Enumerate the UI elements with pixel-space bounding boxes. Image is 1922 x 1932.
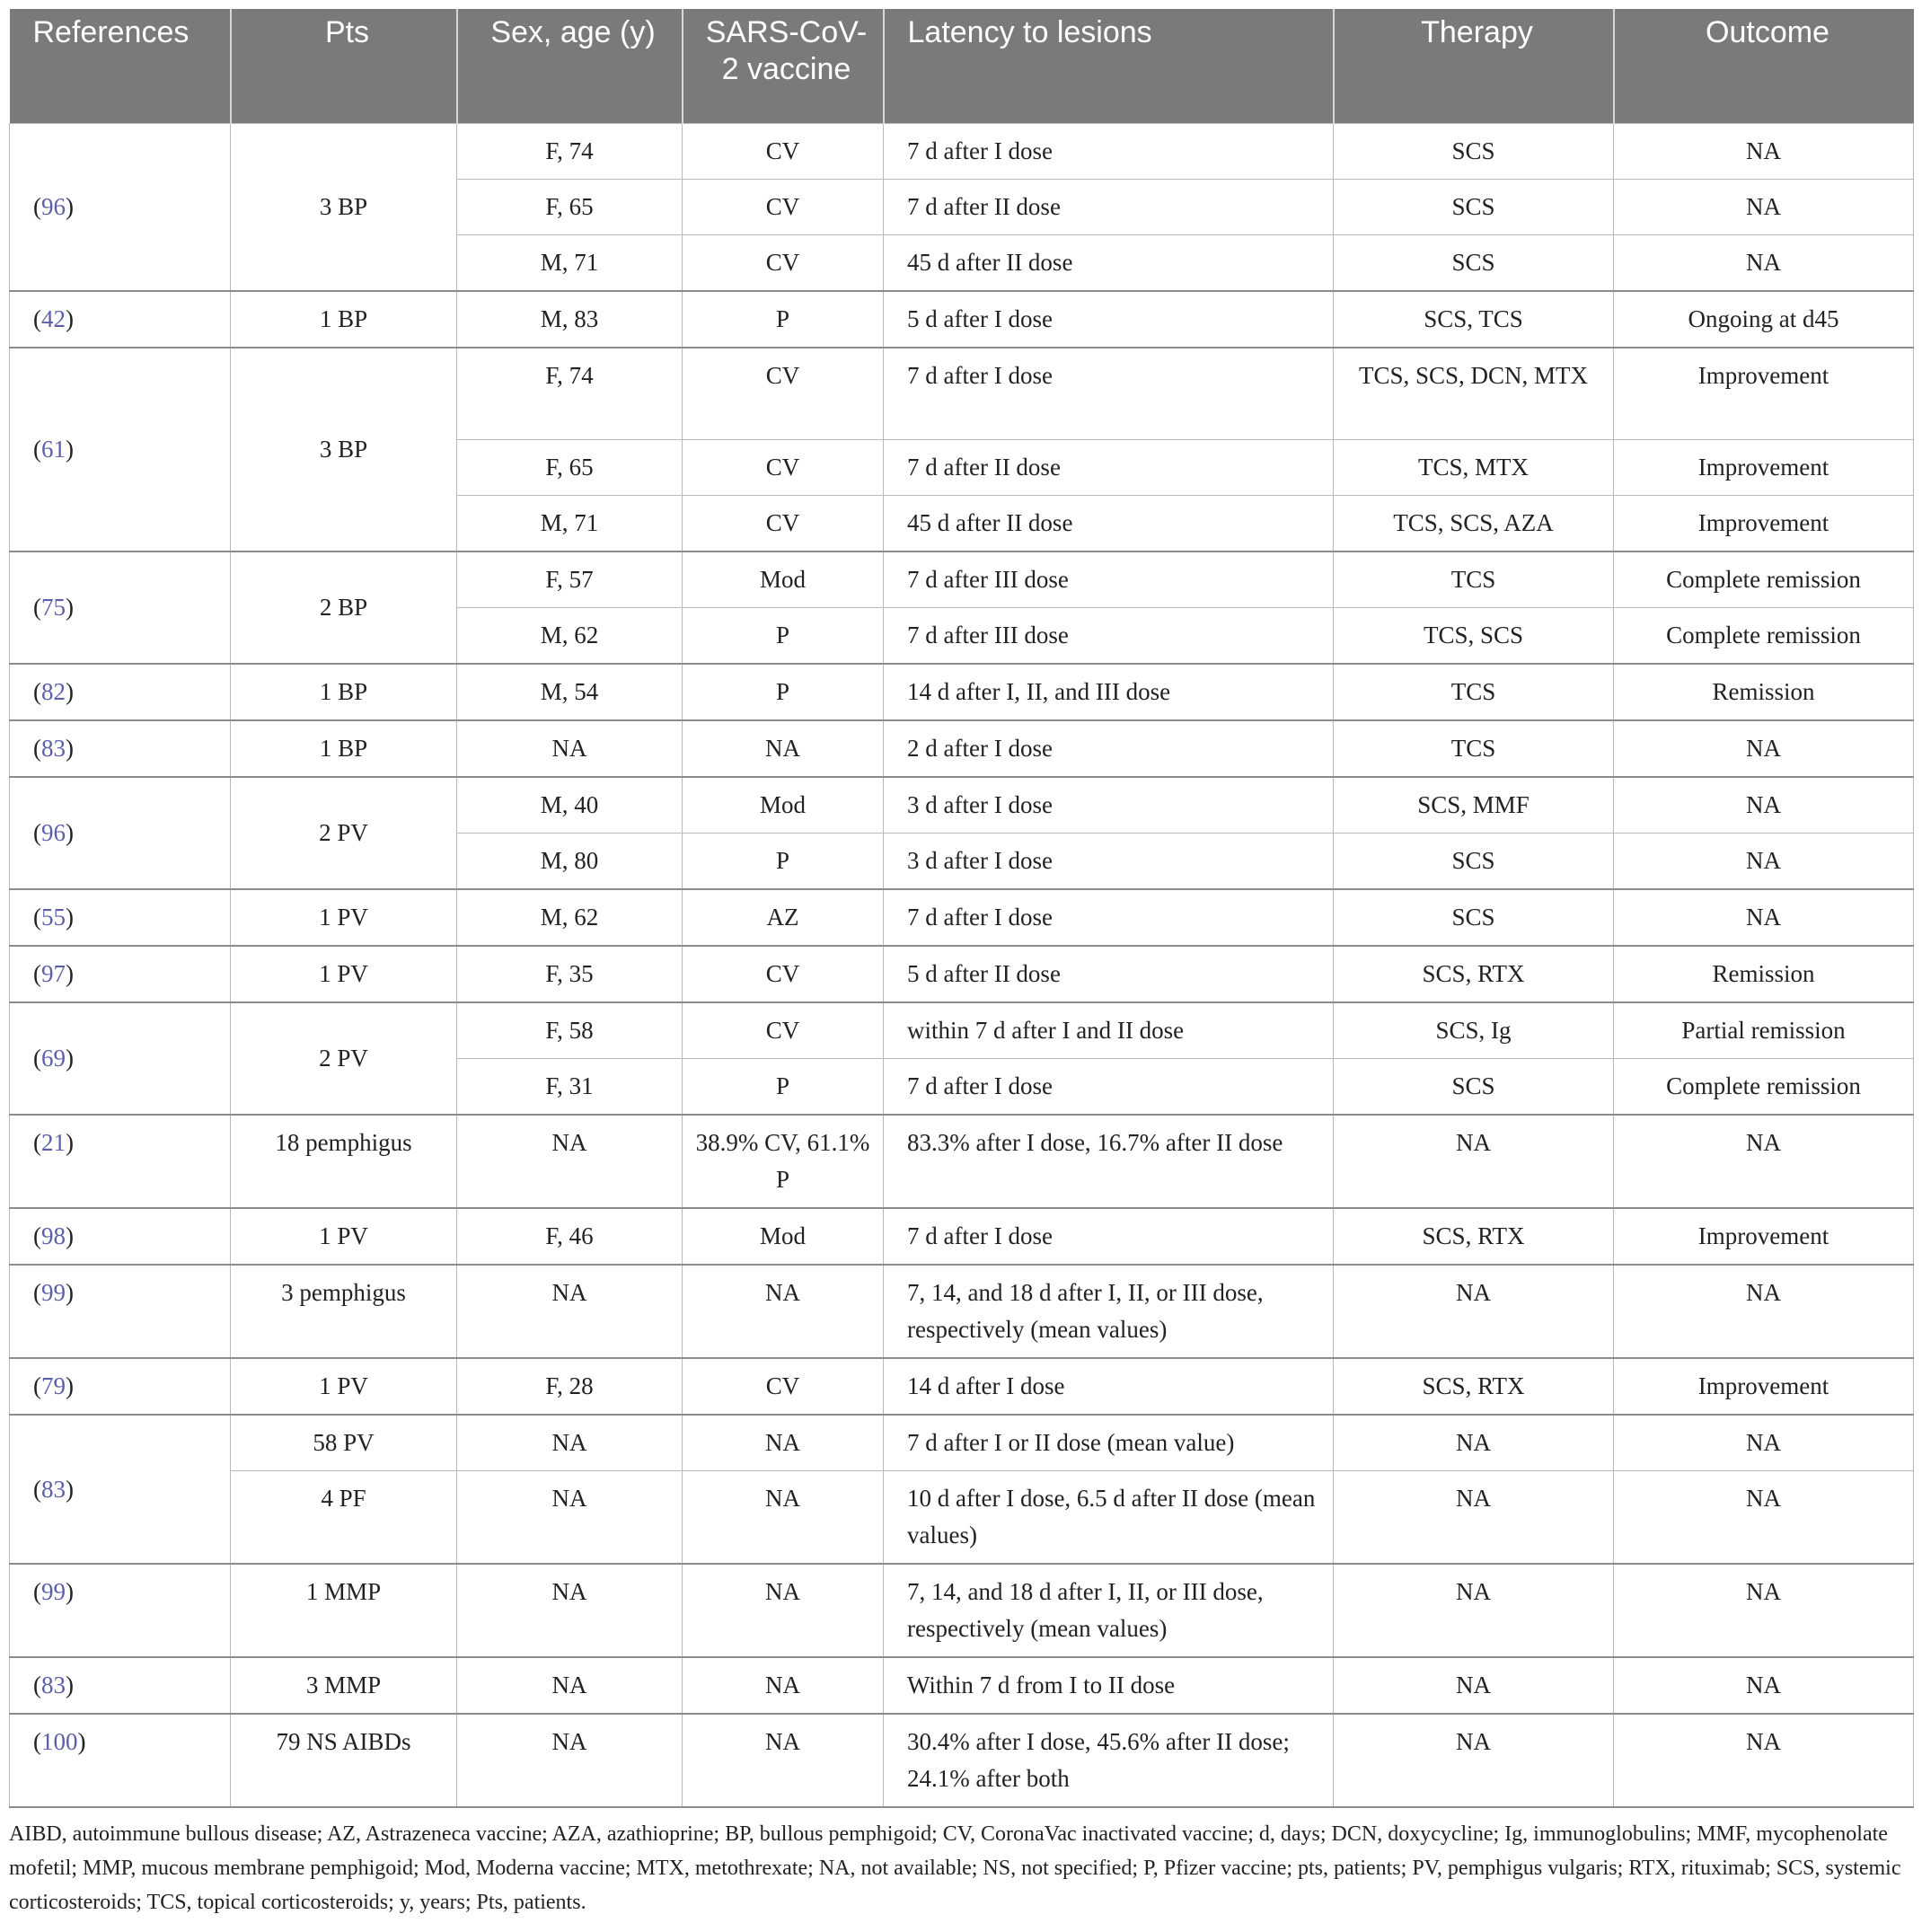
cell-latency: 7 d after I dose bbox=[884, 348, 1334, 440]
table-body bbox=[10, 123, 1914, 1807]
reference-close-paren: ) bbox=[66, 1475, 74, 1503]
cell-therapy: NA bbox=[1334, 1564, 1614, 1657]
cell-therapy: SCS bbox=[1334, 179, 1614, 234]
reference-open-paren: ( bbox=[33, 904, 41, 931]
cell-sex-age: NA bbox=[457, 1564, 683, 1657]
cell-vaccine: NA bbox=[683, 1564, 884, 1657]
cell-pts: 1 PV bbox=[231, 1358, 457, 1415]
reference-link[interactable]: 100 bbox=[41, 1728, 78, 1755]
cell-latency: 7 d after II dose bbox=[884, 440, 1334, 496]
reference-close-paren: ) bbox=[77, 1728, 86, 1755]
cell-outcome: NA bbox=[1614, 1265, 1914, 1358]
cell-therapy: TCS bbox=[1334, 551, 1614, 608]
cell-latency: 14 d after I, II, and III dose bbox=[884, 664, 1334, 720]
table-row bbox=[10, 1471, 1914, 1565]
reference-link[interactable]: 69 bbox=[41, 1045, 66, 1072]
reference-link[interactable]: 99 bbox=[41, 1578, 66, 1605]
cell-reference bbox=[10, 1657, 231, 1714]
cell-sex-age: F, 65 bbox=[457, 179, 683, 234]
cell-sex-age: NA bbox=[457, 1415, 683, 1471]
cell-pts: 18 pemphigus bbox=[231, 1115, 457, 1208]
reference-link[interactable]: 21 bbox=[41, 1129, 66, 1156]
table-row bbox=[10, 889, 1914, 946]
cell-therapy: TCS, MTX bbox=[1334, 440, 1614, 496]
cell-latency: 5 d after I dose bbox=[884, 291, 1334, 348]
cell-therapy: NA bbox=[1334, 1714, 1614, 1807]
cell-pts: 1 BP bbox=[231, 291, 457, 348]
cell-pts: 1 PV bbox=[231, 1208, 457, 1265]
cell-latency: 45 d after II dose bbox=[884, 496, 1334, 552]
cell-pts: 3 BP bbox=[231, 348, 457, 552]
cell-outcome: Complete remission bbox=[1614, 551, 1914, 608]
cell-therapy: SCS bbox=[1334, 123, 1614, 179]
reference-close-paren: ) bbox=[66, 1222, 74, 1249]
cell-therapy: NA bbox=[1334, 1415, 1614, 1471]
reference-open-paren: ( bbox=[33, 304, 41, 332]
cell-outcome: NA bbox=[1614, 720, 1914, 777]
cell-vaccine: NA bbox=[683, 1714, 884, 1807]
reference-link[interactable]: 42 bbox=[41, 304, 66, 332]
cell-sex-age: F, 28 bbox=[457, 1358, 683, 1415]
cell-therapy: SCS, RTX bbox=[1334, 946, 1614, 1002]
cell-outcome: NA bbox=[1614, 123, 1914, 179]
cell-therapy: NA bbox=[1334, 1657, 1614, 1714]
table-row bbox=[10, 1415, 1914, 1471]
cell-outcome: Improvement bbox=[1614, 1208, 1914, 1265]
reference-open-paren: ( bbox=[33, 678, 41, 705]
cell-sex-age: M, 54 bbox=[457, 664, 683, 720]
cell-outcome: Complete remission bbox=[1614, 1059, 1914, 1116]
cell-outcome: NA bbox=[1614, 777, 1914, 834]
cell-outcome: Improvement bbox=[1614, 1358, 1914, 1415]
cell-sex-age: F, 57 bbox=[457, 551, 683, 608]
cell-pts: 3 BP bbox=[231, 123, 457, 291]
cell-latency: within 7 d after I and II dose bbox=[884, 1002, 1334, 1059]
cell-outcome: NA bbox=[1614, 1471, 1914, 1565]
reference-link[interactable]: 61 bbox=[41, 435, 66, 463]
cell-vaccine: P bbox=[683, 608, 884, 665]
reference-open-paren: ( bbox=[33, 1728, 41, 1755]
cell-outcome: Remission bbox=[1614, 664, 1914, 720]
header-references: References bbox=[10, 9, 231, 123]
cell-outcome: NA bbox=[1614, 234, 1914, 291]
reference-open-paren: ( bbox=[33, 192, 41, 220]
cell-sex-age: F, 65 bbox=[457, 440, 683, 496]
cell-therapy: SCS, Ig bbox=[1334, 1002, 1614, 1059]
cell-sex-age: NA bbox=[457, 1115, 683, 1208]
cell-outcome: NA bbox=[1614, 179, 1914, 234]
cell-pts: 79 NS AIBDs bbox=[231, 1714, 457, 1807]
cell-outcome: NA bbox=[1614, 1714, 1914, 1807]
cell-latency: Within 7 d from I to II dose bbox=[884, 1657, 1334, 1714]
cell-sex-age: NA bbox=[457, 1714, 683, 1807]
cell-sex-age: M, 62 bbox=[457, 608, 683, 665]
reference-open-paren: ( bbox=[33, 1279, 41, 1306]
cell-therapy: SCS bbox=[1334, 1059, 1614, 1116]
cell-pts: 2 PV bbox=[231, 777, 457, 889]
cell-latency: 7 d after I dose bbox=[884, 123, 1334, 179]
cell-outcome: Complete remission bbox=[1614, 608, 1914, 665]
table-row bbox=[10, 1358, 1914, 1415]
reference-link[interactable]: 96 bbox=[41, 819, 66, 846]
table-row bbox=[10, 1115, 1914, 1208]
reference-open-paren: ( bbox=[33, 594, 41, 621]
cell-reference bbox=[10, 1115, 231, 1208]
table-row bbox=[10, 123, 1914, 179]
table-row bbox=[10, 291, 1914, 348]
cell-outcome: NA bbox=[1614, 1564, 1914, 1657]
reference-close-paren: ) bbox=[66, 735, 74, 762]
cell-vaccine: CV bbox=[683, 348, 884, 440]
cell-sex-age: NA bbox=[457, 1657, 683, 1714]
reference-close-paren: ) bbox=[66, 1578, 74, 1605]
cell-sex-age: M, 71 bbox=[457, 234, 683, 291]
cell-pts: 1 PV bbox=[231, 889, 457, 946]
cell-reference bbox=[10, 1265, 231, 1358]
reference-close-paren: ) bbox=[66, 960, 74, 987]
cell-pts: 4 PF bbox=[231, 1471, 457, 1565]
cell-outcome: Partial remission bbox=[1614, 1002, 1914, 1059]
reference-close-paren: ) bbox=[66, 678, 74, 705]
reference-close-paren: ) bbox=[66, 904, 74, 931]
cell-reference bbox=[10, 123, 231, 291]
cell-therapy: NA bbox=[1334, 1265, 1614, 1358]
cell-sex-age: NA bbox=[457, 720, 683, 777]
reference-open-paren: ( bbox=[33, 735, 41, 762]
reference-link[interactable]: 79 bbox=[41, 1372, 66, 1399]
cell-sex-age: F, 35 bbox=[457, 946, 683, 1002]
cell-latency: 7, 14, and 18 d after I, II, or III dose, respectively (mean values) bbox=[884, 1265, 1334, 1358]
table-row bbox=[10, 664, 1914, 720]
cell-sex-age: M, 71 bbox=[457, 496, 683, 552]
cell-vaccine: CV bbox=[683, 234, 884, 291]
reference-open-paren: ( bbox=[33, 1672, 41, 1698]
cell-therapy: TCS, SCS, AZA bbox=[1334, 496, 1614, 552]
header-sex-age: Sex, age (y) bbox=[457, 9, 683, 123]
cell-therapy: TCS bbox=[1334, 664, 1614, 720]
cell-vaccine: P bbox=[683, 834, 884, 890]
reference-link[interactable]: 97 bbox=[41, 960, 66, 987]
cell-pts: 1 BP bbox=[231, 664, 457, 720]
reference-close-paren: ) bbox=[66, 1372, 74, 1399]
cell-reference bbox=[10, 777, 231, 889]
cell-sex-age: M, 40 bbox=[457, 777, 683, 834]
cell-therapy: NA bbox=[1334, 1115, 1614, 1208]
reference-close-paren: ) bbox=[66, 594, 74, 621]
header-pts: Pts bbox=[231, 9, 457, 123]
cell-latency: 30.4% after I dose, 45.6% after II dose; 24.1% after both bbox=[884, 1714, 1334, 1807]
cell-therapy: SCS, TCS bbox=[1334, 291, 1614, 348]
table-row bbox=[10, 1657, 1914, 1714]
cell-reference bbox=[10, 1714, 231, 1807]
header-therapy: Therapy bbox=[1334, 9, 1614, 123]
cell-reference bbox=[10, 664, 231, 720]
reference-link[interactable]: 83 bbox=[41, 1475, 66, 1503]
cell-reference bbox=[10, 291, 231, 348]
table-footnote: AIBD, autoimmune bullous disease; AZ, Astrazeneca vaccine; AZA, azathioprine; BP, bullous pemphigoid; CV, CoronaVac inactivated vaccine; d, days; DCN, doxycycline; Ig, immunoglobulins; MMF, mycophenolate mofetil; MMP, mucous membrane pemphigoid; Mod, Moderna vaccine; MTX, metothrexate; NA, not available; NS, not specified; P, Pfizer vaccine; pts, patients; PV, pemphigus vulgaris; RTX, rituximab; SCS, systemic corticosteroids; TCS, topical corticosteroids; y, years; Pts, patients. bbox=[9, 1822, 1901, 1914]
reference-link[interactable]: 83 bbox=[41, 735, 66, 762]
reference-close-paren: ) bbox=[66, 435, 74, 463]
cell-latency: 3 d after I dose bbox=[884, 777, 1334, 834]
cell-latency: 5 d after II dose bbox=[884, 946, 1334, 1002]
cell-sex-age: M, 62 bbox=[457, 889, 683, 946]
cell-sex-age: F, 74 bbox=[457, 123, 683, 179]
reference-open-paren: ( bbox=[33, 1578, 41, 1605]
table-row bbox=[10, 946, 1914, 1002]
cell-vaccine: CV bbox=[683, 440, 884, 496]
cell-outcome: Improvement bbox=[1614, 348, 1914, 440]
cell-therapy: TCS bbox=[1334, 720, 1614, 777]
cell-sex-age: M, 83 bbox=[457, 291, 683, 348]
cell-latency: 7 d after II dose bbox=[884, 179, 1334, 234]
cell-sex-age: F, 46 bbox=[457, 1208, 683, 1265]
cell-outcome: NA bbox=[1614, 1115, 1914, 1208]
cell-latency: 7 d after III dose bbox=[884, 551, 1334, 608]
table-row bbox=[10, 720, 1914, 777]
cell-vaccine: CV bbox=[683, 1358, 884, 1415]
cell-vaccine: CV bbox=[683, 496, 884, 552]
reference-link[interactable]: 83 bbox=[41, 1672, 66, 1698]
cell-latency: 83.3% after I dose, 16.7% after II dose bbox=[884, 1115, 1334, 1208]
cell-vaccine: NA bbox=[683, 720, 884, 777]
cell-vaccine: 38.9% CV, 61.1% P bbox=[683, 1115, 884, 1208]
reference-close-paren: ) bbox=[66, 819, 74, 846]
cell-sex-age: F, 74 bbox=[457, 348, 683, 440]
reference-close-paren: ) bbox=[66, 1129, 74, 1156]
cell-therapy: SCS bbox=[1334, 834, 1614, 890]
reference-open-paren: ( bbox=[33, 960, 41, 987]
table-row bbox=[10, 1714, 1914, 1807]
cell-latency: 14 d after I dose bbox=[884, 1358, 1334, 1415]
cell-vaccine: NA bbox=[683, 1657, 884, 1714]
cell-vaccine: AZ bbox=[683, 889, 884, 946]
reference-open-paren: ( bbox=[33, 819, 41, 846]
cell-reference bbox=[10, 1358, 231, 1415]
cell-therapy: SCS bbox=[1334, 889, 1614, 946]
cell-latency: 7 d after I or II dose (mean value) bbox=[884, 1415, 1334, 1471]
cell-pts: 1 MMP bbox=[231, 1564, 457, 1657]
cell-latency: 7 d after I dose bbox=[884, 889, 1334, 946]
header-latency: Latency to lesions bbox=[884, 9, 1334, 123]
table-row bbox=[10, 1208, 1914, 1265]
cell-therapy: SCS, MMF bbox=[1334, 777, 1614, 834]
cell-outcome: Ongoing at d45 bbox=[1614, 291, 1914, 348]
cell-reference bbox=[10, 1208, 231, 1265]
cell-reference bbox=[10, 946, 231, 1002]
cell-reference bbox=[10, 1564, 231, 1657]
cell-sex-age: M, 80 bbox=[457, 834, 683, 890]
reference-open-paren: ( bbox=[33, 435, 41, 463]
cell-reference bbox=[10, 551, 231, 664]
reference-link[interactable]: 75 bbox=[41, 594, 66, 621]
cell-vaccine: CV bbox=[683, 946, 884, 1002]
cell-vaccine: CV bbox=[683, 123, 884, 179]
table-row bbox=[10, 1564, 1914, 1657]
header-row bbox=[10, 9, 1914, 123]
cell-vaccine: NA bbox=[683, 1471, 884, 1565]
cell-latency: 3 d after I dose bbox=[884, 834, 1334, 890]
table-row bbox=[10, 777, 1914, 834]
cell-reference bbox=[10, 889, 231, 946]
reference-link[interactable]: 99 bbox=[41, 1279, 66, 1306]
cell-vaccine: CV bbox=[683, 179, 884, 234]
cell-pts: 2 PV bbox=[231, 1002, 457, 1115]
cell-sex-age: NA bbox=[457, 1265, 683, 1358]
cell-therapy: NA bbox=[1334, 1471, 1614, 1565]
cell-reference bbox=[10, 720, 231, 777]
table-row bbox=[10, 551, 1914, 608]
cell-pts: 1 BP bbox=[231, 720, 457, 777]
reference-close-paren: ) bbox=[66, 1672, 74, 1698]
cell-outcome: Remission bbox=[1614, 946, 1914, 1002]
cell-vaccine: P bbox=[683, 291, 884, 348]
cell-pts: 3 pemphigus bbox=[231, 1265, 457, 1358]
cell-latency: 10 d after I dose, 6.5 d after II dose (mean values) bbox=[884, 1471, 1334, 1565]
cell-therapy: SCS, RTX bbox=[1334, 1208, 1614, 1265]
header-outcome: Outcome bbox=[1614, 9, 1914, 123]
reference-close-paren: ) bbox=[66, 192, 74, 220]
reference-close-paren: ) bbox=[66, 1279, 74, 1306]
table-row bbox=[10, 348, 1914, 440]
cell-vaccine: CV bbox=[683, 1002, 884, 1059]
cell-latency: 2 d after I dose bbox=[884, 720, 1334, 777]
cell-pts: 58 PV bbox=[231, 1415, 457, 1471]
table-container bbox=[9, 9, 1913, 1919]
cell-latency: 7, 14, and 18 d after I, II, or III dose, respectively (mean values) bbox=[884, 1564, 1334, 1657]
reference-open-paren: ( bbox=[33, 1045, 41, 1072]
reference-open-paren: ( bbox=[33, 1475, 41, 1503]
cell-pts: 2 BP bbox=[231, 551, 457, 664]
cell-reference bbox=[10, 348, 231, 552]
cell-pts: 1 PV bbox=[231, 946, 457, 1002]
cell-latency: 7 d after I dose bbox=[884, 1208, 1334, 1265]
cell-latency: 45 d after II dose bbox=[884, 234, 1334, 291]
data-table bbox=[9, 9, 1914, 1808]
cell-vaccine: NA bbox=[683, 1265, 884, 1358]
reference-close-paren: ) bbox=[66, 304, 74, 332]
cell-outcome: NA bbox=[1614, 834, 1914, 890]
reference-close-paren: ) bbox=[66, 1045, 74, 1072]
header-vaccine: SARS-CoV-2 vaccine bbox=[683, 9, 884, 123]
cell-therapy: SCS bbox=[1334, 234, 1614, 291]
reference-open-paren: ( bbox=[33, 1129, 41, 1156]
cell-outcome: NA bbox=[1614, 1415, 1914, 1471]
reference-link[interactable]: 98 bbox=[41, 1222, 66, 1249]
cell-therapy: TCS, SCS, DCN, MTX bbox=[1334, 348, 1614, 440]
table-row bbox=[10, 1002, 1914, 1059]
reference-link[interactable]: 96 bbox=[41, 192, 66, 220]
cell-outcome: NA bbox=[1614, 1657, 1914, 1714]
cell-pts: 3 MMP bbox=[231, 1657, 457, 1714]
reference-open-paren: ( bbox=[33, 1222, 41, 1249]
cell-reference bbox=[10, 1002, 231, 1115]
cell-vaccine: Mod bbox=[683, 1208, 884, 1265]
cell-vaccine: P bbox=[683, 664, 884, 720]
cell-therapy: TCS, SCS bbox=[1334, 608, 1614, 665]
cell-vaccine: NA bbox=[683, 1415, 884, 1471]
cell-vaccine: P bbox=[683, 1059, 884, 1116]
cell-sex-age: NA bbox=[457, 1471, 683, 1565]
cell-sex-age: F, 31 bbox=[457, 1059, 683, 1116]
cell-therapy: SCS, RTX bbox=[1334, 1358, 1614, 1415]
cell-vaccine: Mod bbox=[683, 551, 884, 608]
cell-outcome: NA bbox=[1614, 889, 1914, 946]
reference-open-paren: ( bbox=[33, 1372, 41, 1399]
reference-link[interactable]: 55 bbox=[41, 904, 66, 931]
table-row bbox=[10, 1265, 1914, 1358]
cell-latency: 7 d after III dose bbox=[884, 608, 1334, 665]
cell-outcome: Improvement bbox=[1614, 440, 1914, 496]
cell-latency: 7 d after I dose bbox=[884, 1059, 1334, 1116]
cell-sex-age: F, 58 bbox=[457, 1002, 683, 1059]
cell-reference bbox=[10, 1415, 231, 1564]
cell-outcome: Improvement bbox=[1614, 496, 1914, 552]
reference-link[interactable]: 82 bbox=[41, 678, 66, 705]
cell-vaccine: Mod bbox=[683, 777, 884, 834]
